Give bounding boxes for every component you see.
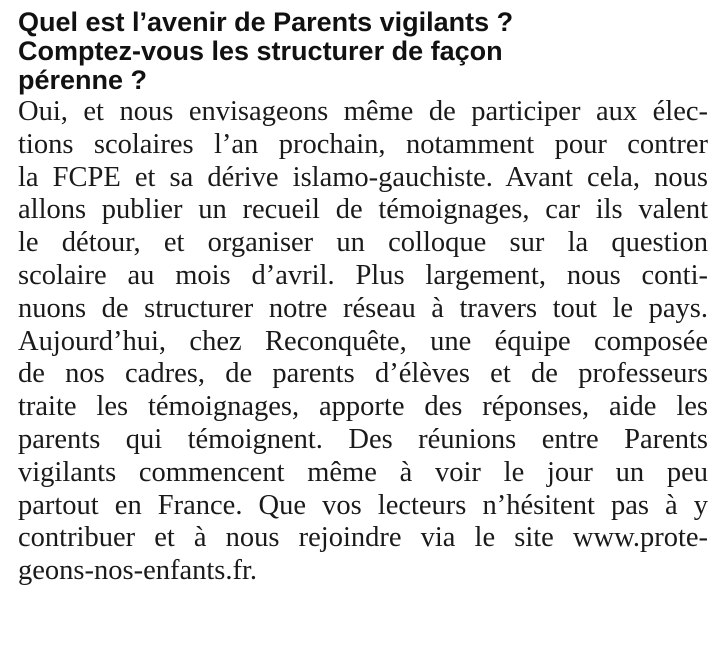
answer-line: Aujourd’hui, chez Reconquête, une équipe composée [18, 325, 708, 357]
answer-line: contribuer et à nous rejoindre via le site www.prote- [18, 522, 708, 554]
interview-answer [18, 96, 708, 588]
answer-line: tions scolaires l’an prochain, notamment pour contrer [18, 128, 708, 160]
question-line: Comptez-vous les structurer de façon [18, 36, 503, 66]
answer-line: partout en France. Que vos lecteurs n’hésitent pas à y [18, 489, 708, 521]
question-line: pérenne ? [18, 65, 148, 95]
answer-line: traite les témoignages, apporte des réponses, aide les [18, 391, 708, 423]
answer-line: de nos cadres, de parents d’élèves et de professeurs [18, 358, 708, 390]
answer-line: la FCPE et sa dérive islamo-gauchiste. Avant cela, nous [18, 161, 708, 193]
answer-line: nuons de structurer notre réseau à travers tout le pays. [18, 292, 708, 324]
answer-line: scolaire au mois d’avril. Plus largement, nous conti- [18, 259, 708, 291]
answer-line: parents qui témoignent. Des réunions entre Parents [18, 423, 708, 455]
interview-question [18, 8, 708, 95]
answer-line: Oui, et nous envisageons même de participer aux élec- [18, 96, 708, 127]
answer-line: allons publier un recueil de témoignages, car ils valent [18, 194, 708, 226]
question-line: Quel est l’avenir de Parents vigilants ? [18, 7, 514, 37]
answer-line: le détour, et organiser un colloque sur la question [18, 227, 708, 259]
article-excerpt [18, 8, 708, 588]
answer-line: vigilants commencent même à voir le jour un peu [18, 456, 708, 488]
answer-line: geons-nos-enfants.fr. [18, 555, 258, 587]
